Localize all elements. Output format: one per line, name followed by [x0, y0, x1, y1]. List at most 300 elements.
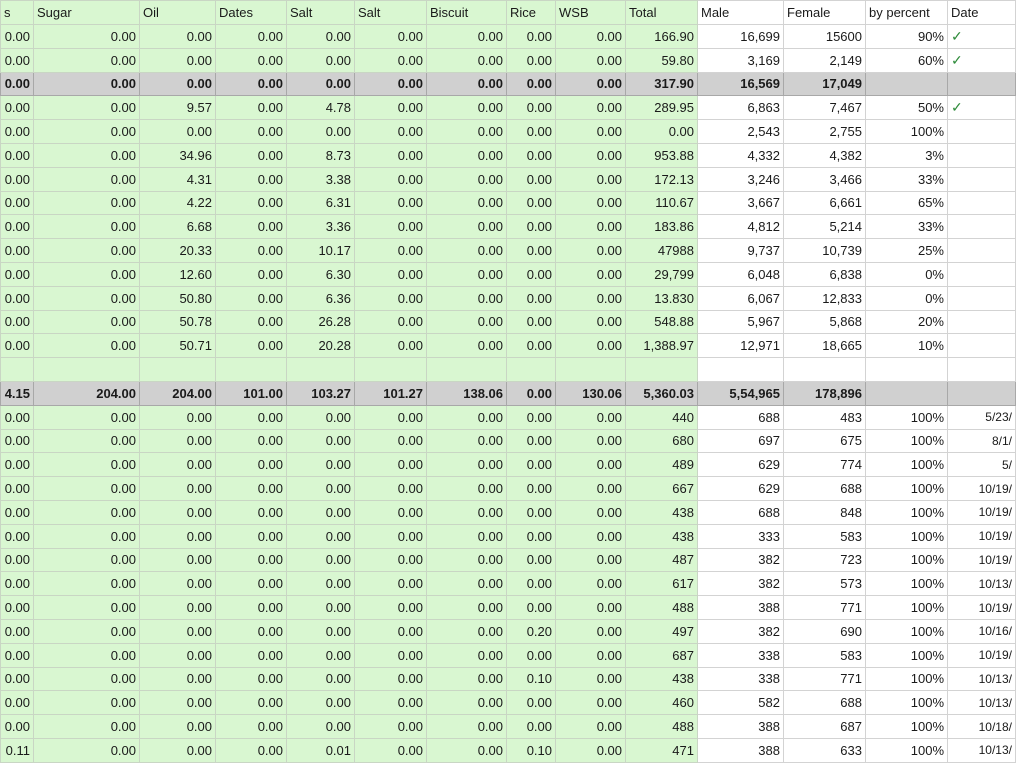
table-cell[interactable]: 0.00	[34, 96, 140, 120]
table-cell[interactable]: 0.00	[140, 48, 216, 72]
table-cell[interactable]: 0.00	[427, 286, 507, 310]
table-cell[interactable]: 0.00	[1, 262, 34, 286]
table-cell[interactable]	[427, 358, 507, 382]
table-cell[interactable]	[866, 358, 948, 382]
table-cell[interactable]: 0.00	[355, 405, 427, 429]
table-cell[interactable]: 33%	[866, 215, 948, 239]
table-cell[interactable]: 667	[626, 477, 698, 501]
table-cell[interactable]	[287, 358, 355, 382]
table-cell[interactable]: 583	[784, 643, 866, 667]
table-cell[interactable]: 3,667	[698, 191, 784, 215]
table-cell[interactable]: 0.00	[556, 405, 626, 429]
table-cell[interactable]: 50.71	[140, 334, 216, 358]
table-cell[interactable]: 0.00	[556, 310, 626, 334]
table-cell[interactable]: 382	[698, 548, 784, 572]
table-cell[interactable]: 0.00	[507, 596, 556, 620]
table-cell[interactable]: 0.00	[140, 120, 216, 144]
table-cell[interactable]: 0%	[866, 262, 948, 286]
table-cell[interactable]: 9,737	[698, 239, 784, 263]
table-cell[interactable]: 100%	[866, 548, 948, 572]
table-cell[interactable]	[948, 143, 1016, 167]
table-cell[interactable]: 690	[784, 619, 866, 643]
check-icon[interactable]: ✓	[948, 48, 1016, 72]
table-cell[interactable]: 0.00	[140, 429, 216, 453]
table-cell[interactable]	[948, 334, 1016, 358]
table-cell[interactable]: 0.00	[34, 310, 140, 334]
table-cell[interactable]: 0.00	[34, 691, 140, 715]
table-cell[interactable]: 0.00	[287, 477, 355, 501]
table-cell[interactable]: 0.00	[427, 596, 507, 620]
table-cell[interactable]: 0.00	[34, 262, 140, 286]
table-cell[interactable]: 0.00	[216, 96, 287, 120]
table-cell[interactable]: 0.00	[556, 667, 626, 691]
table-cell[interactable]: 5,214	[784, 215, 866, 239]
table-cell[interactable]: 100%	[866, 619, 948, 643]
table-cell[interactable]: 10/13/	[948, 572, 1016, 596]
table-cell[interactable]: 0.10	[507, 738, 556, 762]
table-cell[interactable]: 20.33	[140, 239, 216, 263]
table-cell[interactable]: 2,543	[698, 120, 784, 144]
table-cell[interactable]: 3.36	[287, 215, 355, 239]
table-cell[interactable]: 0.00	[287, 500, 355, 524]
table-cell[interactable]: 0.00	[216, 572, 287, 596]
table-cell[interactable]: 5/	[948, 453, 1016, 477]
table-cell[interactable]: 0.00	[427, 167, 507, 191]
check-icon[interactable]: ✓	[948, 25, 1016, 49]
table-cell[interactable]: 13.830	[626, 286, 698, 310]
table-cell[interactable]: 629	[698, 477, 784, 501]
table-cell[interactable]: 100%	[866, 691, 948, 715]
table-cell[interactable]: 317.90	[626, 72, 698, 96]
table-cell[interactable]: 100%	[866, 667, 948, 691]
table-cell[interactable]: 688	[784, 691, 866, 715]
table-cell[interactable]: 0.00	[34, 453, 140, 477]
table-cell[interactable]: 487	[626, 548, 698, 572]
table-cell[interactable]: 100%	[866, 120, 948, 144]
table-cell[interactable]: 0.00	[427, 691, 507, 715]
table-cell[interactable]: 0.00	[1, 96, 34, 120]
table-cell[interactable]: 10,739	[784, 239, 866, 263]
table-cell[interactable]: 100%	[866, 524, 948, 548]
table-cell[interactable]: 440	[626, 405, 698, 429]
table-cell[interactable]: 0.00	[140, 619, 216, 643]
table-cell[interactable]: 0.00	[216, 643, 287, 667]
table-cell[interactable]: 9.57	[140, 96, 216, 120]
table-cell[interactable]: 10/16/	[948, 619, 1016, 643]
table-cell[interactable]: 0.00	[34, 334, 140, 358]
table-cell[interactable]: 497	[626, 619, 698, 643]
table-cell[interactable]: 0.00	[1, 691, 34, 715]
table-cell[interactable]: 100%	[866, 596, 948, 620]
table-cell[interactable]	[626, 358, 698, 382]
table-cell[interactable]	[140, 358, 216, 382]
table-cell[interactable]: 0.00	[34, 239, 140, 263]
column-header[interactable]: Oil	[140, 1, 216, 25]
table-cell[interactable]: 0.00	[427, 738, 507, 762]
table-cell[interactable]: 6.30	[287, 262, 355, 286]
table-cell[interactable]: 0.00	[556, 524, 626, 548]
table-cell[interactable]: 4.31	[140, 167, 216, 191]
table-cell[interactable]: 0.00	[1, 619, 34, 643]
table-cell[interactable]: 0.00	[556, 262, 626, 286]
table-cell[interactable]: 0.00	[556, 72, 626, 96]
table-cell[interactable]: 0.00	[427, 96, 507, 120]
table-cell[interactable]: 3,246	[698, 167, 784, 191]
table-cell[interactable]: 0.00	[427, 215, 507, 239]
table-cell[interactable]: 100%	[866, 500, 948, 524]
table-cell[interactable]: 0.00	[287, 715, 355, 739]
table-cell[interactable]: 0.00	[34, 48, 140, 72]
table-cell[interactable]: 0.00	[287, 596, 355, 620]
table-cell[interactable]: 0.00	[355, 572, 427, 596]
table-cell[interactable]: 4,812	[698, 215, 784, 239]
table-cell[interactable]: 0.00	[140, 405, 216, 429]
table-cell[interactable]: 0.00	[427, 239, 507, 263]
table-cell[interactable]: 100%	[866, 405, 948, 429]
table-cell[interactable]: 0.00	[216, 715, 287, 739]
table-cell[interactable]: 0.00	[355, 96, 427, 120]
table-cell[interactable]: 0.00	[140, 738, 216, 762]
table-cell[interactable]	[216, 358, 287, 382]
table-cell[interactable]: 183.86	[626, 215, 698, 239]
table-cell[interactable]: 0.00	[427, 310, 507, 334]
table-cell[interactable]: 0.00	[1, 167, 34, 191]
table-cell[interactable]: 6,838	[784, 262, 866, 286]
table-cell[interactable]: 0.00	[1, 286, 34, 310]
table-cell[interactable]: 0.00	[34, 548, 140, 572]
table-cell[interactable]: 483	[784, 405, 866, 429]
table-cell[interactable]: 0.00	[427, 477, 507, 501]
table-cell[interactable]: 6,048	[698, 262, 784, 286]
table-cell[interactable]: 0.00	[355, 120, 427, 144]
table-cell[interactable]: 0.00	[427, 143, 507, 167]
table-cell[interactable]: 382	[698, 619, 784, 643]
table-cell[interactable]: 0.00	[507, 453, 556, 477]
table-cell[interactable]: 100%	[866, 738, 948, 762]
table-cell[interactable]: 100%	[866, 429, 948, 453]
table-cell[interactable]: 100%	[866, 453, 948, 477]
table-cell[interactable]: 10/18/	[948, 715, 1016, 739]
table-cell[interactable]: 0.00	[355, 477, 427, 501]
table-cell[interactable]	[355, 358, 427, 382]
table-cell[interactable]: 0.00	[355, 262, 427, 286]
column-header[interactable]: Dates	[216, 1, 287, 25]
table-cell[interactable]: 0.00	[216, 619, 287, 643]
table-cell[interactable]: 0.00	[216, 167, 287, 191]
table-cell[interactable]: 0.00	[140, 25, 216, 49]
table-cell[interactable]: 0.00	[140, 548, 216, 572]
table-cell[interactable]: 0.00	[1, 334, 34, 358]
table-cell[interactable]: 0.00	[507, 191, 556, 215]
table-cell[interactable]: 0.00	[1, 548, 34, 572]
table-cell[interactable]	[698, 358, 784, 382]
table-cell[interactable]: 0.00	[216, 48, 287, 72]
table-cell[interactable]: 848	[784, 500, 866, 524]
table-cell[interactable]: 26.28	[287, 310, 355, 334]
table-cell[interactable]: 18,665	[784, 334, 866, 358]
table-cell[interactable]: 0.00	[507, 96, 556, 120]
table-cell[interactable]: 771	[784, 596, 866, 620]
table-cell[interactable]: 0.00	[355, 334, 427, 358]
table-cell[interactable]: 0.00	[427, 72, 507, 96]
table-cell[interactable]: 0.00	[427, 453, 507, 477]
table-cell[interactable]: 0.00	[556, 167, 626, 191]
table-cell[interactable]: 688	[698, 500, 784, 524]
table-cell[interactable]: 0.00	[507, 215, 556, 239]
table-cell[interactable]: 0.00	[507, 643, 556, 667]
table-cell[interactable]	[948, 167, 1016, 191]
table-cell[interactable]: 680	[626, 429, 698, 453]
table-cell[interactable]: 5,868	[784, 310, 866, 334]
column-header[interactable]: Total	[626, 1, 698, 25]
table-cell[interactable]: 0.00	[216, 405, 287, 429]
table-cell[interactable]: 12,971	[698, 334, 784, 358]
table-cell[interactable]: 0.00	[556, 738, 626, 762]
table-cell[interactable]: 0.00	[216, 286, 287, 310]
table-cell[interactable]: 6,863	[698, 96, 784, 120]
table-cell[interactable]: 16,569	[698, 72, 784, 96]
table-cell[interactable]: 130.06	[556, 381, 626, 405]
table-cell[interactable]: 3%	[866, 143, 948, 167]
table-cell[interactable]: 10%	[866, 334, 948, 358]
table-cell[interactable]: 0.00	[34, 191, 140, 215]
table-cell[interactable]: 0.00	[140, 715, 216, 739]
table-cell[interactable]: 0.00	[287, 667, 355, 691]
table-cell[interactable]: 0.00	[355, 524, 427, 548]
table-cell[interactable]: 10.17	[287, 239, 355, 263]
table-cell[interactable]: 0.00	[34, 167, 140, 191]
table-cell[interactable]: 0.00	[507, 477, 556, 501]
table-cell[interactable]: 12.60	[140, 262, 216, 286]
table-cell[interactable]: 382	[698, 572, 784, 596]
table-cell[interactable]: 0.00	[287, 548, 355, 572]
table-cell[interactable]: 0.00	[1, 500, 34, 524]
table-cell[interactable]: 0.11	[1, 738, 34, 762]
table-cell[interactable]: 103.27	[287, 381, 355, 405]
table-cell[interactable]: 110.67	[626, 191, 698, 215]
table-cell[interactable]: 0.00	[507, 310, 556, 334]
table-cell[interactable]: 65%	[866, 191, 948, 215]
table-cell[interactable]: 0.00	[427, 334, 507, 358]
table-cell[interactable]: 0.00	[427, 715, 507, 739]
table-cell[interactable]	[1, 358, 34, 382]
table-cell[interactable]: 0.00	[34, 429, 140, 453]
table-cell[interactable]: 688	[698, 405, 784, 429]
table-cell[interactable]: 0.00	[355, 286, 427, 310]
table-cell[interactable]: 0.00	[556, 191, 626, 215]
table-cell[interactable]: 0.00	[1, 572, 34, 596]
table-cell[interactable]: 10/19/	[948, 524, 1016, 548]
column-header[interactable]: s	[1, 1, 34, 25]
table-cell[interactable]: 0.00	[556, 619, 626, 643]
table-cell[interactable]: 333	[698, 524, 784, 548]
table-cell[interactable]: 0.00	[355, 72, 427, 96]
table-cell[interactable]: 0.00	[507, 715, 556, 739]
table-cell[interactable]: 0.00	[216, 477, 287, 501]
table-cell[interactable]: 0.00	[34, 500, 140, 524]
table-cell[interactable]: 338	[698, 643, 784, 667]
table-cell[interactable]: 573	[784, 572, 866, 596]
table-cell[interactable]: 0.00	[507, 548, 556, 572]
table-cell[interactable]: 20.28	[287, 334, 355, 358]
table-cell[interactable]: 0.00	[556, 691, 626, 715]
table-cell[interactable]: 0.00	[507, 691, 556, 715]
table-cell[interactable]: 0.00	[216, 72, 287, 96]
table-cell[interactable]	[866, 72, 948, 96]
table-cell[interactable]: 0.00	[287, 48, 355, 72]
table-cell[interactable]: 0.00	[140, 453, 216, 477]
table-cell[interactable]: 0.00	[216, 524, 287, 548]
table-cell[interactable]: 29,799	[626, 262, 698, 286]
table-cell[interactable]: 0.00	[34, 667, 140, 691]
check-icon[interactable]: ✓	[948, 96, 1016, 120]
table-cell[interactable]: 4,382	[784, 143, 866, 167]
table-cell[interactable]: 15600	[784, 25, 866, 49]
table-cell[interactable]: 0.00	[427, 619, 507, 643]
column-header[interactable]: Salt	[355, 1, 427, 25]
table-cell[interactable]: 0.00	[507, 500, 556, 524]
table-cell[interactable]: 204.00	[34, 381, 140, 405]
table-cell[interactable]: 0.00	[556, 48, 626, 72]
table-cell[interactable]: 0.00	[34, 72, 140, 96]
table-cell[interactable]: 0.00	[427, 572, 507, 596]
table-cell[interactable]: 0.00	[507, 286, 556, 310]
table-cell[interactable]: 0.00	[507, 143, 556, 167]
table-cell[interactable]: 0.00	[34, 120, 140, 144]
table-cell[interactable]: 0.00	[1, 715, 34, 739]
table-cell[interactable]: 0.00	[1, 596, 34, 620]
table-cell[interactable]: 0.00	[216, 215, 287, 239]
table-cell[interactable]: 3,466	[784, 167, 866, 191]
table-cell[interactable]: 0.00	[140, 667, 216, 691]
table-cell[interactable]: 0.00	[1, 239, 34, 263]
table-cell[interactable]: 0.00	[1, 120, 34, 144]
table-cell[interactable]: 0.00	[355, 643, 427, 667]
table-cell[interactable]: 0.00	[427, 667, 507, 691]
table-cell[interactable]: 0.00	[287, 691, 355, 715]
table-cell[interactable]: 0.00	[556, 215, 626, 239]
table-cell[interactable]: 101.27	[355, 381, 427, 405]
table-cell[interactable]: 0.00	[355, 500, 427, 524]
table-cell[interactable]: 0.00	[507, 524, 556, 548]
table-cell[interactable]: 688	[784, 477, 866, 501]
table-cell[interactable]	[948, 191, 1016, 215]
table-cell[interactable]: 0.00	[507, 48, 556, 72]
table-cell[interactable]: 0.00	[355, 715, 427, 739]
table-cell[interactable]: 12,833	[784, 286, 866, 310]
table-cell[interactable]: 697	[698, 429, 784, 453]
table-cell[interactable]: 0.00	[556, 643, 626, 667]
table-cell[interactable]: 489	[626, 453, 698, 477]
table-cell[interactable]	[507, 358, 556, 382]
table-cell[interactable]: 388	[698, 715, 784, 739]
table-cell[interactable]: 0.00	[34, 596, 140, 620]
table-cell[interactable]: 0.00	[427, 25, 507, 49]
table-cell[interactable]: 0.00	[1, 524, 34, 548]
table-cell[interactable]: 16,699	[698, 25, 784, 49]
table-cell[interactable]: 774	[784, 453, 866, 477]
table-cell[interactable]: 6.68	[140, 215, 216, 239]
table-cell[interactable]: 0.00	[556, 453, 626, 477]
table-cell[interactable]: 0.00	[507, 334, 556, 358]
table-cell[interactable]: 0.00	[34, 738, 140, 762]
table-cell[interactable]: 0.00	[287, 524, 355, 548]
table-cell[interactable]: 0.00	[355, 191, 427, 215]
table-cell[interactable]: 0.00	[355, 48, 427, 72]
table-cell[interactable]: 0.00	[287, 72, 355, 96]
table-cell[interactable]: 0.00	[427, 524, 507, 548]
table-cell[interactable]	[948, 310, 1016, 334]
table-cell[interactable]: 25%	[866, 239, 948, 263]
table-cell[interactable]: 0.00	[507, 239, 556, 263]
column-header[interactable]: Female	[784, 1, 866, 25]
table-cell[interactable]	[34, 358, 140, 382]
table-cell[interactable]: 60%	[866, 48, 948, 72]
table-cell[interactable]: 0.00	[556, 429, 626, 453]
table-cell[interactable]: 0.00	[216, 120, 287, 144]
column-header[interactable]: Sugar	[34, 1, 140, 25]
table-cell[interactable]: 100%	[866, 715, 948, 739]
table-cell[interactable]: 471	[626, 738, 698, 762]
table-cell[interactable]: 6.31	[287, 191, 355, 215]
table-cell[interactable]: 0.00	[287, 643, 355, 667]
table-cell[interactable]: 687	[784, 715, 866, 739]
table-cell[interactable]: 166.90	[626, 25, 698, 49]
table-cell[interactable]: 488	[626, 715, 698, 739]
table-cell[interactable]: 0.00	[626, 120, 698, 144]
table-cell[interactable]: 20%	[866, 310, 948, 334]
table-cell[interactable]: 0.00	[287, 25, 355, 49]
table-cell[interactable]: 0.00	[34, 524, 140, 548]
table-cell[interactable]: 0.00	[140, 500, 216, 524]
table-cell[interactable]: 0.00	[355, 738, 427, 762]
table-cell[interactable]: 5,967	[698, 310, 784, 334]
table-cell[interactable]: 0.00	[216, 191, 287, 215]
table-cell[interactable]	[948, 72, 1016, 96]
table-cell[interactable]: 10/19/	[948, 548, 1016, 572]
table-cell[interactable]: 0.00	[355, 453, 427, 477]
column-header[interactable]: Salt	[287, 1, 355, 25]
table-cell[interactable]: 0.00	[507, 262, 556, 286]
table-cell[interactable]: 0.00	[1, 215, 34, 239]
table-cell[interactable]: 0.00	[556, 334, 626, 358]
table-cell[interactable]: 4.78	[287, 96, 355, 120]
column-header[interactable]: Rice	[507, 1, 556, 25]
table-cell[interactable]	[948, 286, 1016, 310]
table-cell[interactable]: 0.00	[216, 738, 287, 762]
table-cell[interactable]: 50.78	[140, 310, 216, 334]
table-cell[interactable]: 583	[784, 524, 866, 548]
table-cell[interactable]: 4.22	[140, 191, 216, 215]
table-cell[interactable]: 3.38	[287, 167, 355, 191]
table-cell[interactable]: 0.20	[507, 619, 556, 643]
table-cell[interactable]: 0.00	[287, 572, 355, 596]
table-cell[interactable]: 7,467	[784, 96, 866, 120]
table-cell[interactable]: 0.00	[355, 548, 427, 572]
table-cell[interactable]: 0.00	[216, 667, 287, 691]
table-cell[interactable]: 582	[698, 691, 784, 715]
table-cell[interactable]: 0.00	[140, 477, 216, 501]
table-cell[interactable]: 0.00	[427, 120, 507, 144]
table-cell[interactable]: 0.00	[140, 72, 216, 96]
table-cell[interactable]: 0.00	[287, 619, 355, 643]
table-cell[interactable]: 34.96	[140, 143, 216, 167]
table-cell[interactable]: 488	[626, 596, 698, 620]
table-cell[interactable]: 0.00	[556, 120, 626, 144]
table-cell[interactable]: 0.00	[355, 167, 427, 191]
table-cell[interactable]: 3,169	[698, 48, 784, 72]
table-cell[interactable]: 0.00	[507, 25, 556, 49]
